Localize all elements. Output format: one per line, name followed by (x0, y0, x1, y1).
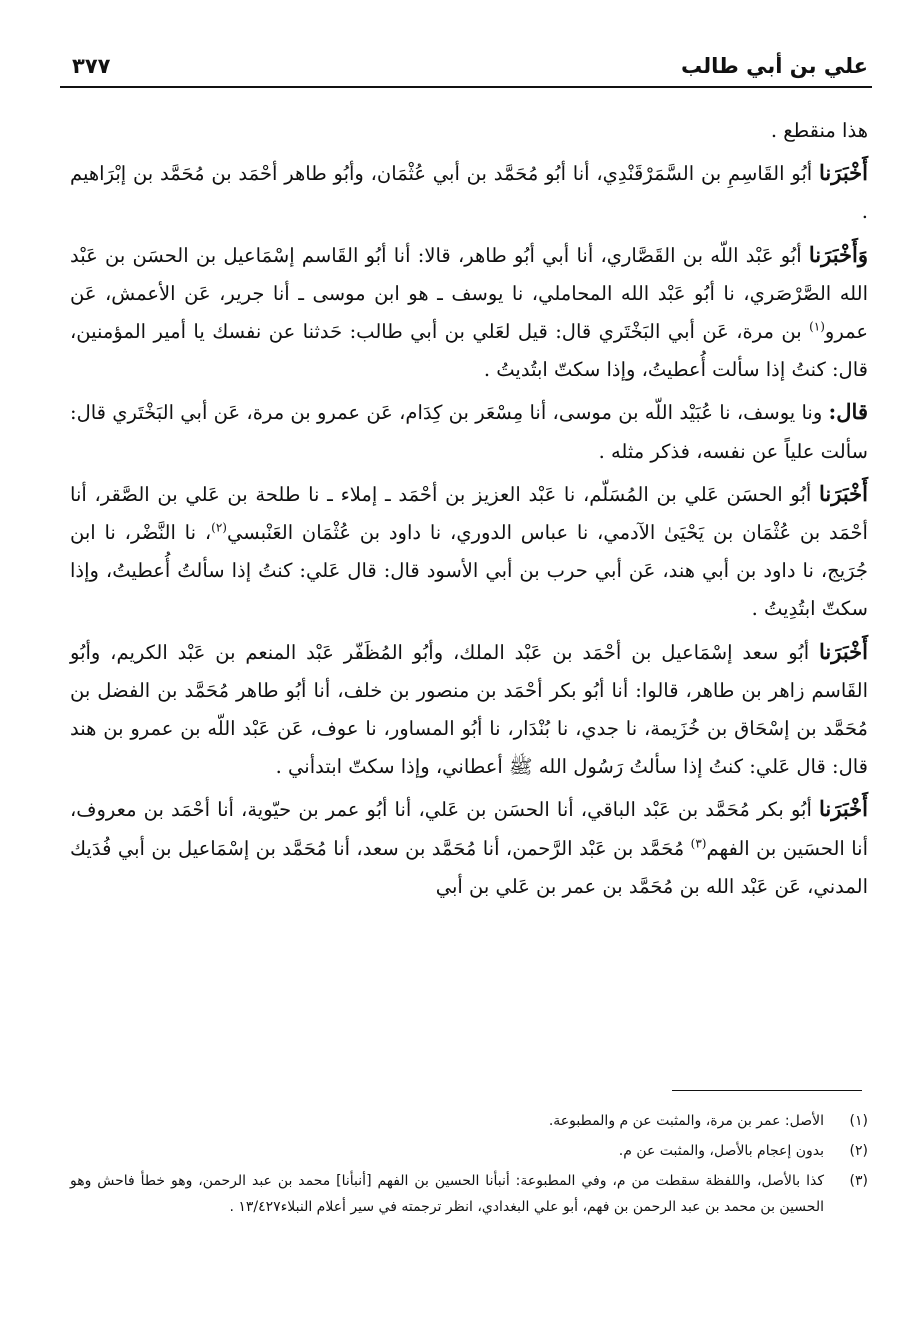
paragraph-text: مُحَمَّد بن عَبْد الرَّحمن، أنا مُحَمَّد بن سعد، أنا مُحَمَّد بن إسْمَاعيل بن أبي فُدَيك المدني، عَن عَبْد الله بن مُحَمَّد بن عمر بن عَلي بن أبي (70, 836, 868, 898)
paragraph-text: هذا منقطع . (770, 119, 868, 142)
paragraph-text: أبُو عَبْد اللّه بن القَصَّاري، أنا أبي أبُو طاهر، قالا: أنا أبُو القَاسم إسْمَاعيل بن الحسَن بن عَبْد الله الصَّرْصَري، نا أبُو عَبْد الله المحاملي، نا يوسف ـ هو ابن موسى ـ أنا جرير، عَن الأعمش، عَن عمرو (70, 243, 868, 344)
paragraph-text: ونا يوسف، نا عُبَيْد اللّه بن موسى، أنا مِسْعَر بن كِدَام، عَن عمرو بن مرة، عَن أبي البَخْتَري قال: سألت علياً عن نفسه، فذكر مثله . (70, 401, 868, 463)
header-rule (60, 86, 872, 88)
paragraph-2 (70, 154, 868, 231)
keyword-akhbarana: أَخْبَرَنا (819, 638, 868, 664)
footnote-ref-3[interactable]: (٣) (690, 836, 707, 851)
footnote-text: كذا بالأصل، واللفظة سقطت من م، وفي المطبوعة: أنبأنا الحسين بن الفهم [أنبأنا] محمد بن عبد الرحمن، وهو خطأ فاحش وهو الحسين بن محمد بن عبد الرحمن بن فهم، أبو علي البغدادي، انظر ترجمته في سير أعلام النبلاء١٣/٤٢٧ . (70, 1173, 824, 1215)
footnote-separator (672, 1090, 862, 1091)
paragraph-text: أبُو سعد إسْمَاعيل بن أحْمَد بن عَبْد الملك، وأبُو المُظَفّر عَبْد المنعم بن عَبْد الكريم، وأبُو القَاسم زاهر بن طاهر، قالوا: أنا أبُو بكر أحْمَد بن منصور بن خلف، أنا أبُو طاهر مُحَمَّد بن الفضل بن مُحَمَّد بن إسْحَاق بن خُزَيمة، نا جدي، نا بُنْدَار، نا أبُو المساور، نا عوف، عَن عَبْد اللّه بن عمرو بن هند قال: قال عَلي: كنتُ إذا سألتُ رَسُول الله ﷺ أعطاني، وإذا سكتّ ابتدأني . (70, 640, 868, 779)
keyword-akhbarana: أَخْبَرَنا (819, 160, 868, 186)
paragraph-text: أبُو بكر مُحَمَّد بن عَبْد الباقي، أنا الحسَن بن عَلي، أنا أبُو عمر بن حيّوية، أنا أحْمَد بن معروف، أنا الحسَين بن الفهم (70, 798, 868, 860)
footnotes (70, 1108, 868, 1224)
keyword-qala: قال: (828, 399, 868, 425)
paragraph-text: أبُو القَاسِمِ بن السَّمَرْقَنْدِي، أنا أبُو مُحَمَّد بن أبي عُثْمَان، وأبُو طاهر أحْمَد بن مُحَمَّد بن إبْرَاهيم . (70, 162, 868, 224)
footnote-number: (٢) (849, 1143, 868, 1159)
footnote-1 (70, 1108, 868, 1134)
footnote-ref-2[interactable]: (٢) (211, 520, 227, 535)
footnote-text: بدون إعجام بالأصل، والمثبت عن م. (618, 1143, 824, 1159)
paragraph-1 (70, 112, 868, 150)
paragraph-text: بن مرة، عَن أبي البَخْتَري قال: قيل لعَلي بن أبي طالب: حَدثنا عن نفسك يا أمير المؤمنين، قال: كنتُ إذا سألت أُعطيتُ، وإذا سكتّ ابتُديتُ . (70, 320, 868, 382)
footnote-3 (70, 1168, 868, 1220)
page-number: ٣٧٧ (72, 54, 111, 78)
paragraph-7 (70, 790, 868, 906)
keyword-akhbarana: أَخْبَرَنا (819, 480, 868, 506)
paragraph-text: ، نا النَّضْر، نا ابن جُرَيج، نا داود بن أبي هند، عَن أبي حرب بن أبي الأسود قال: قال عَلي: كنتُ إذا سألتُ أُعطيتُ، وإذا سكتّ ابتُدِيتُ . (70, 521, 868, 621)
paragraph-5 (70, 475, 868, 629)
paragraph-3 (70, 236, 868, 390)
paragraph-4 (70, 393, 868, 470)
footnote-text: الأصل: عمر بن مرة، والمثبت عن م والمطبوعة. (548, 1113, 824, 1129)
paragraph-6 (70, 633, 868, 787)
keyword-akhbarana: أَخْبَرَنا (819, 796, 868, 822)
footnote-number: (١) (849, 1113, 868, 1129)
footnote-number: (٣) (849, 1173, 868, 1189)
page-header (72, 48, 868, 88)
footnote-ref-1[interactable]: (١) (809, 319, 825, 334)
keyword-wa-akhbarana: وَأَخْبَرَنا (808, 241, 868, 267)
footnote-2 (70, 1138, 868, 1164)
running-title: علي بن أبي طالب (681, 54, 868, 78)
main-text (70, 112, 868, 910)
paragraph-text: أبُو الحسَن عَلي بن المُسَلّم، نا عَبْد العزيز بن أحْمَد ـ إملاء ـ نا طلحة بن عَلي بن الصَّقر، أنا أحْمَد بن عُثْمَان بن يَحْيَىٰ الآدمي، نا عباس الدوري، نا داود بن عُثْمَان العَنْبسي (70, 482, 868, 545)
